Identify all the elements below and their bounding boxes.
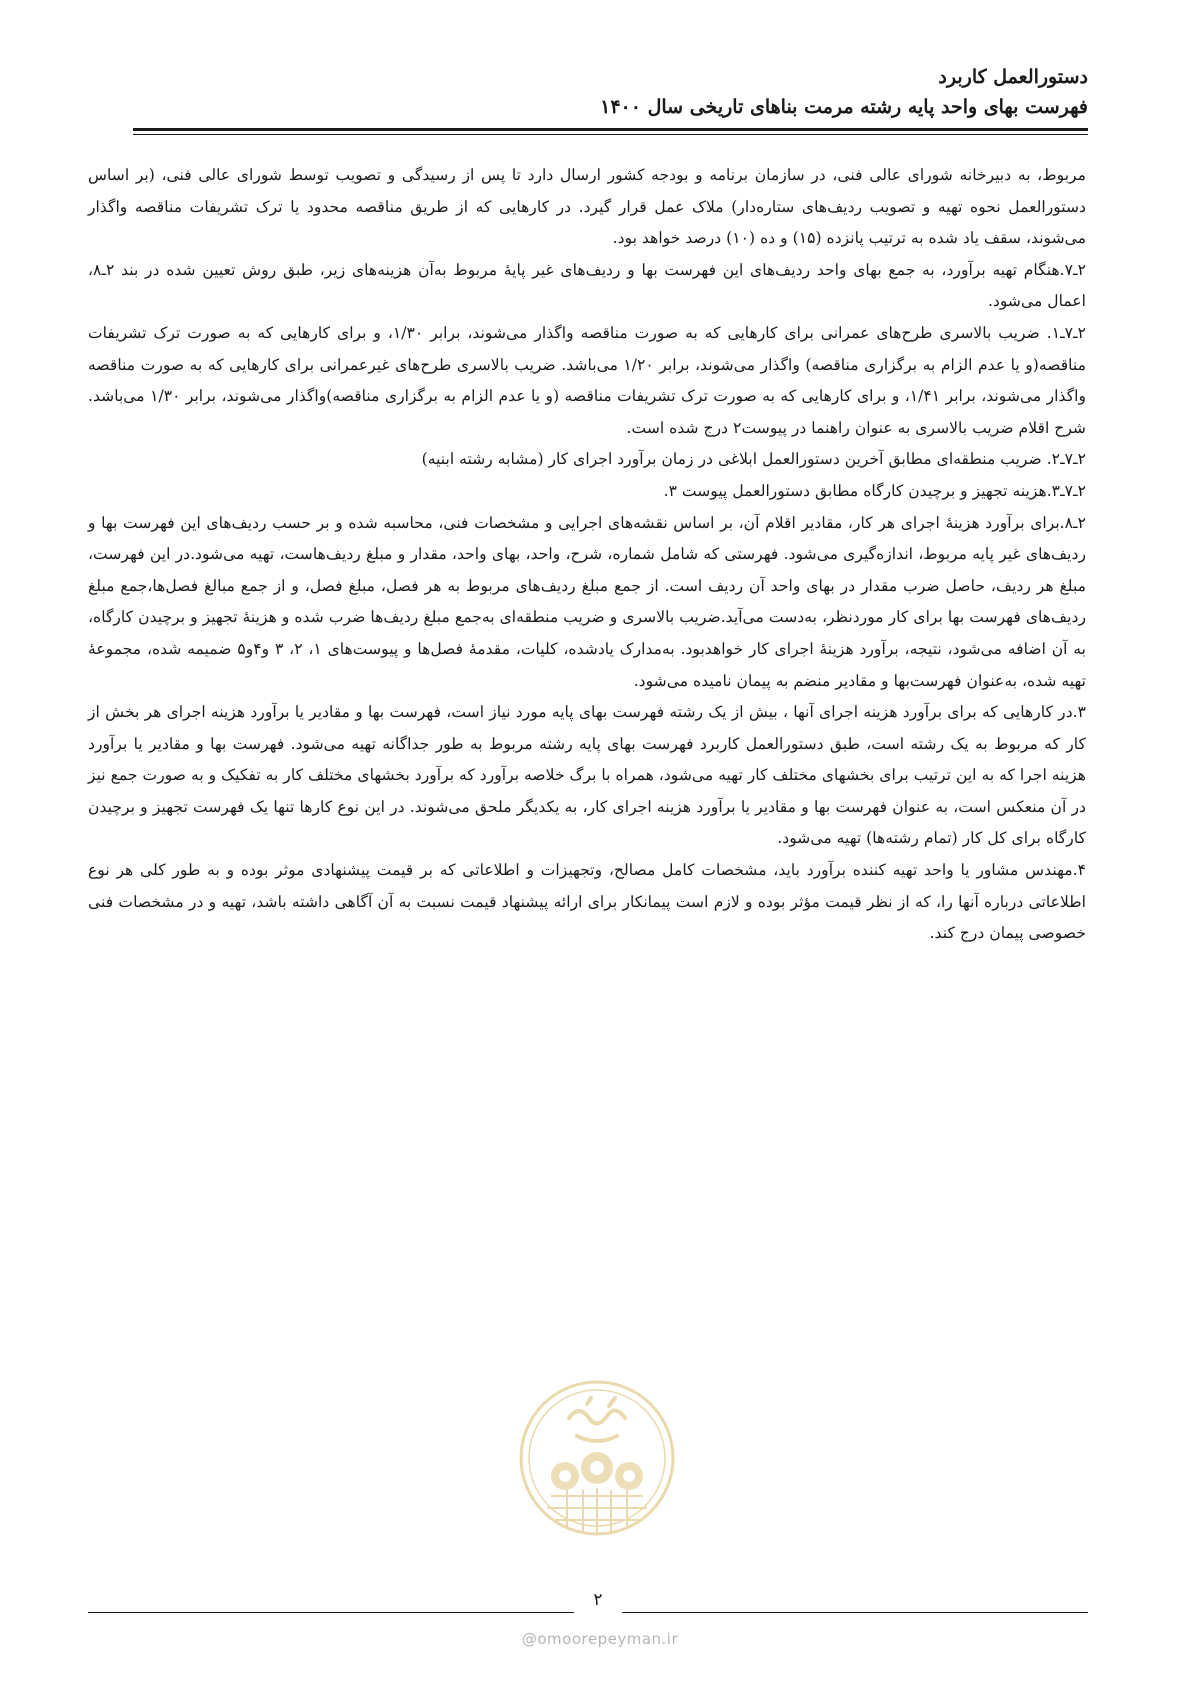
paragraph: مربوط، به دبیرخانه شورای عالی فنی، در سازمان برنامه و بودجه کشور ارسال دارد تا پس از رسیدگی و تصویب توسط شورای عالی فنی، (بر اساس دستورالعمل نحوه تهیه و تصویب ردیف‌های ستاره‌دار) ملاک عمل قرار گیرد. در کارهایی که از طریق مناقصه محدود یا ترک تشریفات مناقصه واگذار می‌شوند، سقف یاد شده به ترتیب پانزده (۱۵) و ده (۱۰) درصد خواهد بود. [88,166,1086,248]
paragraph: ۴.مهندس مشاور یا واحد تهیه کننده برآورد باید، مشخصات کامل مصالح، وتجهیزات و اطلاعاتی که بر قیمت پیشنهادی موثر بوده و به طور کلی هر نوع اطلاعاتی درباره آنها را، که از نظر قیمت مؤثر بوده و لازم است پیمانکار برای ارائه پیشنهاد قیمت نسبت به آن آگاهی داشته باشد، تهیه و در مشخصات فنی خصوصی پیمان درج کند. [88,861,1086,943]
footer-divider-left [88,1612,574,1613]
page-number: ۲ [593,1590,603,1610]
paragraph: ۲ـ۷ـ۱. ضریب بالاسری طرح‌های عمرانی برای کارهایی که به صورت مناقصه واگذار می‌شوند، برابر ۱/۳۰، و برای کارهایی که به صورت ترک تشریفات مناقصه(و یا عدم الزام به برگزاری مناقصه) واگذار می‌شوند، برابر ۱/۲۰ می‌باشد. ضریب بالاسری طرح‌های غیرعمرانی برای کارهایی که به صورت مناقصه واگذار می‌شوند، برابر ۱/۴۱، و برای کارهایی که به صورت ترک تشریفات مناقصه (و یا عدم الزام به برگزاری مناقصه)واگذار می‌شوند، برابر ۱/۳۰ می‌باشد. شرح اقلام ضریب بالاسری به عنوان راهنما در پیوست۲ درج شده است. [88,323,1087,437]
paragraph: ۲ـ۷ـ۲. ضریب منطقه‌ای مطابق آخرین دستورالعمل ابلاغی در زمان برآورد اجرای کار (مشابه رشته ابنیه) [421,450,1086,469]
omoore-peyman-logo-icon [517,1378,677,1538]
paragraph: ۲ـ۷.هنگام تهیه برآورد، به جمع بهای واحد ردیف‌های این فهرست بها و ردیف‌های غیر پایهٔ مربوط به‌آن هزینه‌های زیر، طبق روش تعیین شده در بند ۲ـ۸، اعمال می‌شود. [88,260,1086,311]
header-title-line1: دستورالعمل کاربرد [938,66,1088,88]
website-watermark: @omoorepeyman.ir [521,1630,679,1648]
page-header [133,62,1088,122]
header-divider-thick [133,128,1088,131]
paragraph: ۲ـ۸.برای برآورد هزینهٔ اجرای هر کار، مقادیر اقلام آن، بر اساس نقشه‌های اجرایی و مشخصات فنی، محاسبه شده و بر حسب ردیف‌های این فهرست بها و ردیف‌های غیر پایه مربوط، اندازه‌گیری می‌شود. فهرستی که شامل شماره، شرح، واحد، بهای واحد، مقدار و مبلغ ردیف‌هاست، تهیه می‌شود.در این فهرست، مبلغ هر ردیف، حاصل ضرب مقدار در بهای واحد آن ردیف است. از جمع مبلغ ردیف‌های مربوط به هر فصل، مبلغ فصل، و از جمع مبالغ فصل‌ها،جمع مبلغ ردیف‌های فهرست بها برای کار موردنظر، به‌دست می‌آید.ضریب بالاسری و ضریب منطقه‌ای به‌جمع مبلغ ردیف‌ها ضرب شده و هزینهٔ تجهیز و برچیدن کارگاه، به آن اضافه می‌شود، نتیجه، برآورد هزینهٔ اجرای کار خواهدبود. به‌مدارک یادشده، کلیات، مقدمهٔ فصل‌ها و پیوست‌های ۱، ۲، ۳ و۴و۵ ضمیمه شده، مجموعهٔ تهیه شده، به‌عنوان فهرست‌بها و مقادیر منضم به پیمان نامیده می‌شود. [88,513,1086,690]
header-divider-thin [133,134,1088,135]
paragraph: ۳.در کارهایی که برای برآورد هزینه اجرای آنها ، بیش از یک رشته فهرست بهای پایه مورد نیاز است، فهرست بها و مقادیر یا برآورد هزینه اجرای هر بخش از کار که مربوط به یک رشته است، طبق دستورالعمل کاربرد فهرست بهای پایه رشته مربوط به طور جداگانه تهیه می‌شود. فهرست بها و مقادیر یا برآورد هزینه اجرا که به این ترتیب برای بخشهای مختلف کار تهیه می‌شود، همراه با برگ خلاصه برآورد که برآورد بخشهای مختلف کار به تفکیک و به صورت جمع نیز در آن منعکس است، به عنوان فهرست بها و مقادیر یا برآورد هزینه اجرای کار، به یکدیگر ملحق می‌شوند. در این نوع کارها تنها یک فهرست تجهیز و برچیدن کارگاه برای کل کار (تمام رشته‌ها) تهیه می‌شود. [88,703,1086,848]
footer-divider-right [622,1612,1088,1613]
header-title-line2: فهرست بهای واحد پایه رشته مرمت بناهای تاریخی سال ۱۴۰۰ [600,96,1088,118]
paragraph: ۲ـ۷ـ۳.هزینه تجهیز و برچیدن کارگاه مطابق دستورالعمل پیوست ۳. [663,481,1086,500]
document-body [88,160,1086,950]
